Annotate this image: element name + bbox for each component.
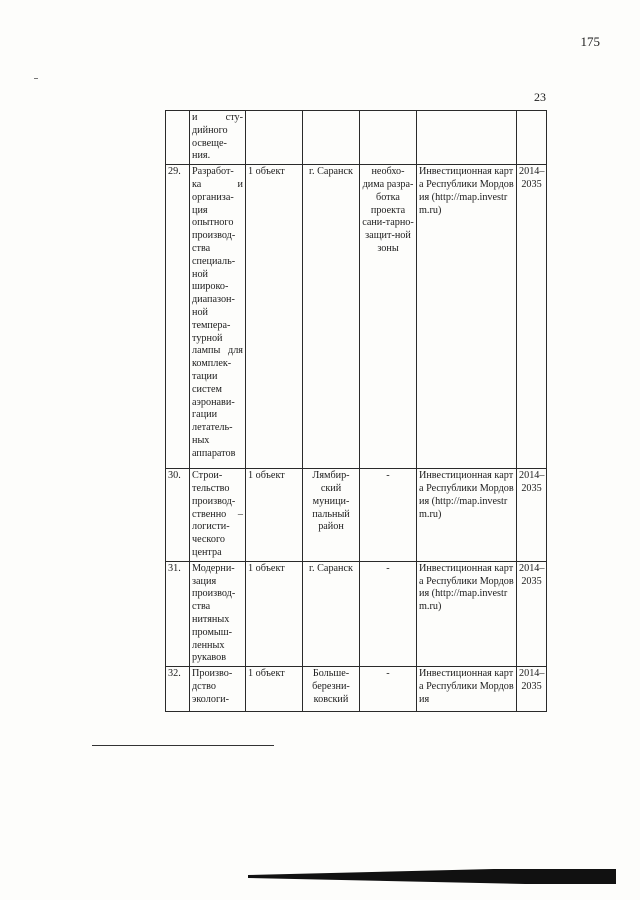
inner-page-number: 23: [534, 90, 546, 104]
location: Больше-березни-ковский: [303, 667, 360, 712]
note: -: [360, 561, 417, 666]
location: [303, 111, 360, 165]
years: 2014–2035: [517, 667, 547, 712]
project-name: Строи-тельство производ-ственно – логисти-ческого центра: [190, 469, 246, 562]
project-name: Разработ-ка и организа-ция опытного производ-ства специаль-ной широко-диапазон-ной темпера-турной лампы для комплек-тации систем аэронави-гации летатель-ных аппаратов: [190, 165, 246, 469]
table-row: [166, 561, 547, 666]
years: 2014–2035: [517, 561, 547, 666]
quantity: 1 объект: [246, 561, 303, 666]
project-name: Модерни-зация производ-ства нитяных промыш-ленных рукавов: [190, 561, 246, 666]
row-number: 29.: [166, 165, 190, 469]
quantity: 1 объект: [246, 667, 303, 712]
quantity: 1 объект: [246, 165, 303, 469]
source: Инвестиционная карта Республики Мордовия (http://map.investr m.ru): [417, 469, 517, 562]
project-name: и сту-дийного освеще-ния.: [190, 111, 246, 165]
scan-edge-bar: [248, 866, 616, 886]
years: [517, 111, 547, 165]
table-row: [166, 165, 547, 469]
table-row: [166, 667, 547, 712]
location: г. Саранск: [303, 561, 360, 666]
row-number: 32.: [166, 667, 190, 712]
source: Инвестиционная карта Республики Мордовия: [417, 667, 517, 712]
note: -: [360, 667, 417, 712]
footnote-separator: [92, 745, 274, 746]
location: Лямбир-ский муници-пальный район: [303, 469, 360, 562]
table-row: [166, 469, 547, 562]
row-number: 30.: [166, 469, 190, 562]
quantity: [246, 111, 303, 165]
page-number: 175: [580, 34, 600, 49]
row-number: 31.: [166, 561, 190, 666]
note: необхо-дима разра-ботка проекта сани-тарно-защит-ной зоны: [360, 165, 417, 469]
quantity: 1 объект: [246, 469, 303, 562]
scan-speck: [34, 78, 38, 79]
source: [417, 111, 517, 165]
note: -: [360, 469, 417, 562]
table-row: [166, 111, 547, 165]
note: [360, 111, 417, 165]
location: г. Саранск: [303, 165, 360, 469]
projects-table: [165, 110, 547, 712]
row-number: [166, 111, 190, 165]
years: 2014–2035: [517, 469, 547, 562]
project-name: Произво-дство экологи-: [190, 667, 246, 712]
years: 2014–2035: [517, 165, 547, 469]
source: Инвестиционная карта Республики Мордовия (http://map.investr m.ru): [417, 561, 517, 666]
source: Инвестиционная карта Республики Мордовия (http://map.investr m.ru): [417, 165, 517, 469]
